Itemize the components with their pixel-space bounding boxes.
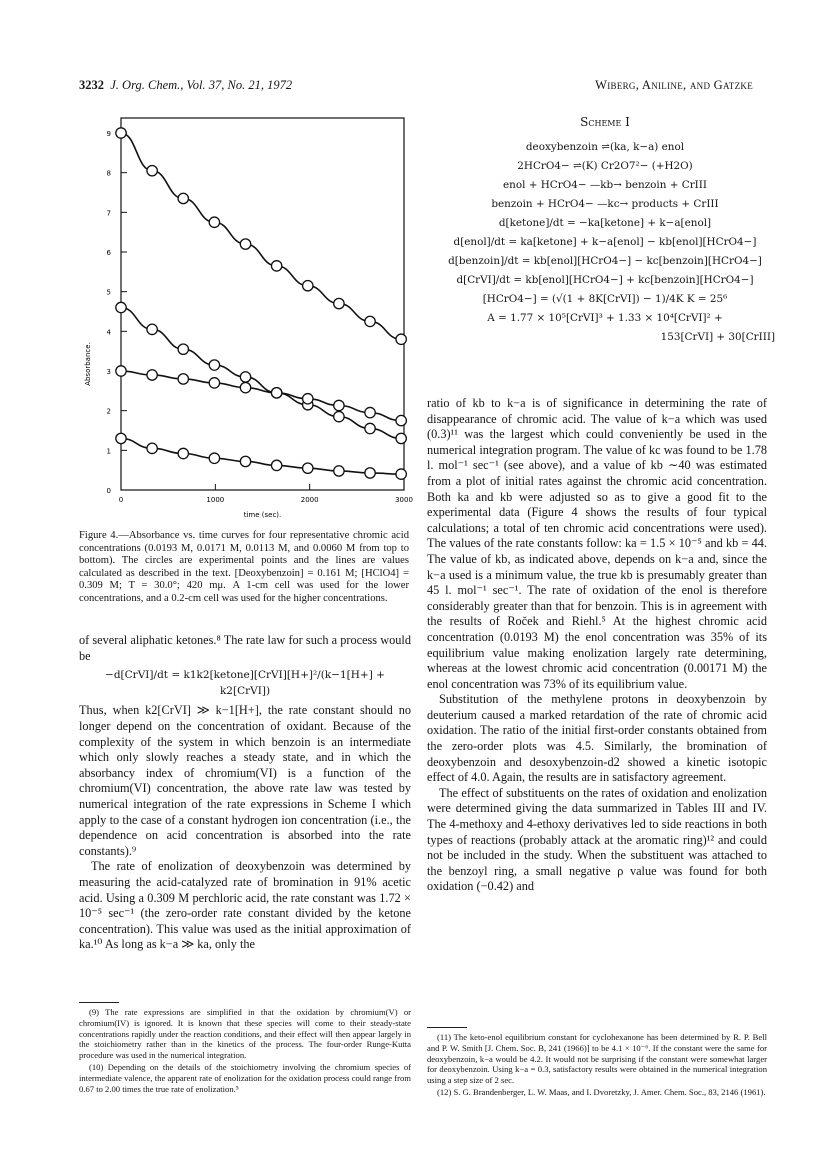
running-header-left: [79, 78, 292, 93]
scheme-line: d[CrVI]/dt = kb[enol][HCrO4−] + kc[benzoin][HCrO4−]: [456, 274, 754, 286]
data-point-series-1: [334, 298, 344, 308]
data-point-series-4: [334, 466, 344, 476]
data-point-series-4: [240, 456, 250, 466]
data-point-series-3: [365, 407, 375, 417]
series-line-1: [121, 133, 401, 339]
scheme-block: [435, 113, 775, 347]
footnote: (10) Depending on the details of the stoichiometry involving the chromium species of intermediate valence, the apparent rate of enolization for the oxidation process could range from 0.67 to 2.00 times the true rate of enolization.⁵: [79, 1061, 411, 1094]
body-paragraph: The rate of enolization of deoxybenzoin was determined by measuring the acid-catalyzed rate of bromination in 91% acetic acid. Using a 0.309 M perchloric acid, the rate constant was 1.72 × 10⁻⁵ sec⁻¹ (the zero-order rate constant divided by the ketone concentration). This value was used as the initial approximation of ka.¹⁰ As long as k−a ≫ ka, only the: [79, 859, 411, 952]
figure-caption-text: —Absorbance vs. time curves for four representative chromic acid concentrations (0.0193 M, 0.0171 M, 0.0113 M, and 0.0060 M from top to bottom). The circles are experimental points and the lines are values calculated as described in the text. [Deoxybenzoin] = 0.161 M; [HClO4] = 0.309 M; T = 30.0°; 420 mμ. A 1-cm cell was used for the lower concentrations, and a 0.2-cm cell was used for the higher concentrations.: [79, 530, 409, 604]
data-point-series-3: [334, 400, 344, 410]
footnote: (11) The keto-enol equilibrium constant for cyclohexanone has been determined by R. P. Bell and P. W. Smith [J. Chem. Soc. B, 241 (1966)] to be 4.1 × 10⁻⁶. If the constant were the same for deoxybenzoin, k−a would be 4.2. It would not be surprising if the constant were somewhat larger for deoxybenzoin. Using k−a = 0.3, satisfactory results were obtained in the numerical integration using a step size of 2 sec.: [427, 1032, 767, 1086]
data-point-series-3: [303, 394, 313, 404]
scheme-line: enol + HCrO4− —kb→ benzoin + CrIII: [503, 179, 707, 191]
data-point-series-3: [271, 388, 281, 398]
series-line-3: [121, 371, 401, 421]
data-point-series-4: [271, 460, 281, 470]
footnotes-left: [79, 1007, 411, 1095]
data-point-series-1: [116, 128, 126, 138]
y-tick-label: 6: [106, 249, 111, 257]
footnote-rule-left: [79, 1002, 119, 1003]
scheme-title: Scheme I: [580, 115, 630, 129]
data-point-series-4: [178, 448, 188, 458]
data-point-series-4: [209, 453, 219, 463]
scheme-line: d[enol]/dt = ka[ketone] + k−a[enol] − kb[enol][HCrO4−]: [453, 236, 757, 248]
data-point-series-3: [240, 382, 250, 392]
body-paragraph: ratio of kb to k−a is of significance in determining the rate of disappearance of chromic acid. The value of k−a which was used (0.3)¹¹ was the largest which could conveniently be used in the numerical integration program. The value of kc was found to be 1.78 l. mol⁻¹ sec⁻¹ (see above), and a value of kb ∼40 was estimated from a plot of initial rates against the chromic acid concentration. Both ka and kb were adjusted so as to give a good fit to the experimental data (Figure 4 shows the results of four typical calculations; a total of ten chromic acid concentrations were used). The values of the rate constants follow: ka = 1.5 × 10⁻⁵ and kb = 44. The value of kb, as indicated above, depends on k−a and, since the k−a used is a minimum value, the true kb is presumably greater than 45 l. mol⁻¹ sec⁻¹. The rate of oxidation of the enol is therefore considerably greater than that for benzoin. This is in agreement with the results of Roček and Riehl.⁵ At the highest chromic acid concentration (0.0193 M) the enol concentration was 35% of its equilibrium value making enolization largely rate determining, whereas at the lowest chromic acid concentration (0.00171 M) the enol concentration was 73% of its equilibrium value.: [427, 396, 767, 691]
x-axis-label: time (sec).: [243, 511, 282, 519]
footnotes-right: [427, 1032, 767, 1099]
data-point-series-1: [271, 261, 281, 271]
data-point-series-4: [147, 443, 157, 453]
data-point-series-4: [303, 463, 313, 473]
data-point-series-2: [396, 433, 406, 443]
y-tick-label: 1: [106, 447, 111, 456]
data-point-series-2: [178, 344, 188, 354]
y-tick-label: 4: [106, 328, 111, 337]
data-point-series-2: [334, 411, 344, 421]
body-paragraph: of several aliphatic ketones.⁸ The rate law for such a process would be: [79, 633, 411, 663]
running-header-authors: Wiberg, Aniline, and Gatzke: [595, 78, 753, 92]
right-column-body: [427, 396, 767, 895]
scheme-line: A = 1.77 × 10⁵[CrVI]³ + 1.33 × 10⁴[CrVI]² +: [487, 312, 723, 324]
data-point-series-2: [240, 372, 250, 382]
series-line-2: [121, 308, 401, 439]
figure-label: Figure 4.: [79, 530, 119, 541]
data-point-series-3: [147, 370, 157, 380]
footnote-rule-right: [427, 1027, 467, 1028]
y-tick-label: 8: [106, 169, 111, 178]
data-point-series-1: [178, 193, 188, 203]
plot-frame: [121, 118, 404, 490]
data-point-series-3: [209, 378, 219, 388]
x-tick-label: 0: [118, 496, 124, 504]
data-point-series-4: [396, 469, 406, 479]
data-point-series-1: [209, 217, 219, 227]
y-tick-label: 5: [106, 288, 111, 297]
data-point-series-1: [240, 239, 250, 249]
data-point-series-3: [396, 415, 406, 425]
data-point-series-2: [147, 324, 157, 334]
data-point-series-2: [209, 360, 219, 370]
body-paragraph: Substitution of the methylene protons in deoxybenzoin by deuterium caused a marked retardation of the rate of chromic acid oxidation. The ratio of the initial first-order constants obtained from the zero-order plots was 4.5. Similarly, the bromination of deoxybenzoin and desoxybenzoin-d2 showed a kinetic isotopic effect of 4.0. Again, the results are in satisfactory agreement.: [427, 692, 767, 785]
data-point-series-3: [116, 366, 126, 376]
y-tick-label: 0: [106, 487, 111, 495]
data-point-series-1: [365, 316, 375, 326]
scheme-line: [HCrO4−] = (√(1 + 8K[CrVI]) − 1)/4K K = 25⁶: [482, 293, 728, 305]
series-line-4: [121, 438, 401, 474]
y-tick-label: 3: [106, 368, 111, 376]
chart-axes: [121, 118, 404, 490]
scheme-line: deoxybenzoin ⇌(ka, k−a) enol: [525, 141, 685, 153]
scheme-line: d[ketone]/dt = −ka[ketone] + k−a[enol]: [498, 217, 712, 229]
absorbance-time-chart: [66, 110, 414, 530]
data-point-series-1: [303, 281, 313, 291]
figure-caption: [79, 530, 409, 606]
data-point-series-4: [116, 433, 126, 443]
page-number: 3232: [79, 78, 104, 92]
y-tick-label: 9: [106, 130, 111, 138]
body-paragraph: The effect of substituents on the rates of oxidation and enolization were determined giving the data summarized in Tables III and IV. The 4-methoxy and 4-ethoxy derivatives led to side reactions in both types of reactions (probably attack at the aromatic ring)¹² and could not be included in the study. When the substituent was attached to the benzoyl ring, a small negative ρ value was found for both oxidation (−0.42) and: [427, 785, 767, 894]
journal-citation: J. Org. Chem., Vol. 37, No. 21, 1972: [110, 78, 293, 92]
y-tick-label: 7: [106, 209, 111, 218]
x-tick-label: 3000: [395, 496, 413, 504]
data-point-series-3: [178, 374, 188, 384]
data-point-series-2: [365, 423, 375, 433]
data-point-series-1: [396, 334, 406, 344]
scheme-line: benzoin + HCrO4− —kc→ products + CrIII: [491, 198, 719, 210]
body-paragraph: Thus, when k2[CrVI] ≫ k−1[H+], the rate constant should no longer depend on the concentration of oxidant. Because of the complexity of the system in which benzoin is an intermediate which only slowly reaches a steady state, and in which the absorbancy index of chromium(VI) is a function of the chromium(VI) concentration, the above rate law was tested by numerical integration of the rate expressions in Scheme I which apply to the case of a constant hydrogen ion concentration (i.e., the dependence on acid concentration is absorbed into the rate constants).⁹: [79, 703, 411, 858]
y-tick-label: 2: [106, 407, 111, 416]
data-point-series-4: [365, 468, 375, 478]
y-axis-label: Absorbance.: [84, 342, 92, 386]
footnote: (9) The rate expressions are simplified in that the oxidation by chromium(V) or chromium(IV) is ignored. It is known that these species will come to their steady-state concentrations rapidly under the reaction conditions, and their effect will then appear largely in the stoichiometry rather than in the kinetics of the process. The four-order Runge-Kutta procedure was used in the numerical integration.: [79, 1007, 411, 1061]
scheme-line: 2HCrO4− ⇌(K) Cr2O7²− (+H2O): [517, 160, 693, 172]
left-column-body: [79, 633, 411, 953]
scheme-last-line: 153[CrVI] + 30[CrIII]: [660, 331, 775, 343]
data-point-series-1: [147, 165, 157, 175]
rate-law-equation: −d[CrVI]/dt = k1k2[ketone][CrVI][H+]²/(k−1[H+] + k2[CrVI]): [105, 669, 385, 697]
data-point-series-2: [116, 302, 126, 312]
footnote: (12) S. G. Brandenberger, L. W. Maas, and I. Dvoretzky, J. Amer. Chem. Soc., 83, 2146 (1961).: [437, 1086, 766, 1097]
scheme-line: d[benzoin]/dt = kb[enol][HCrO4−] − kc[benzoin][HCrO4−]: [448, 255, 762, 267]
chart-series-lines: [121, 133, 401, 474]
x-tick-label: 2000: [300, 496, 319, 504]
x-tick-label: 1000: [206, 496, 225, 504]
